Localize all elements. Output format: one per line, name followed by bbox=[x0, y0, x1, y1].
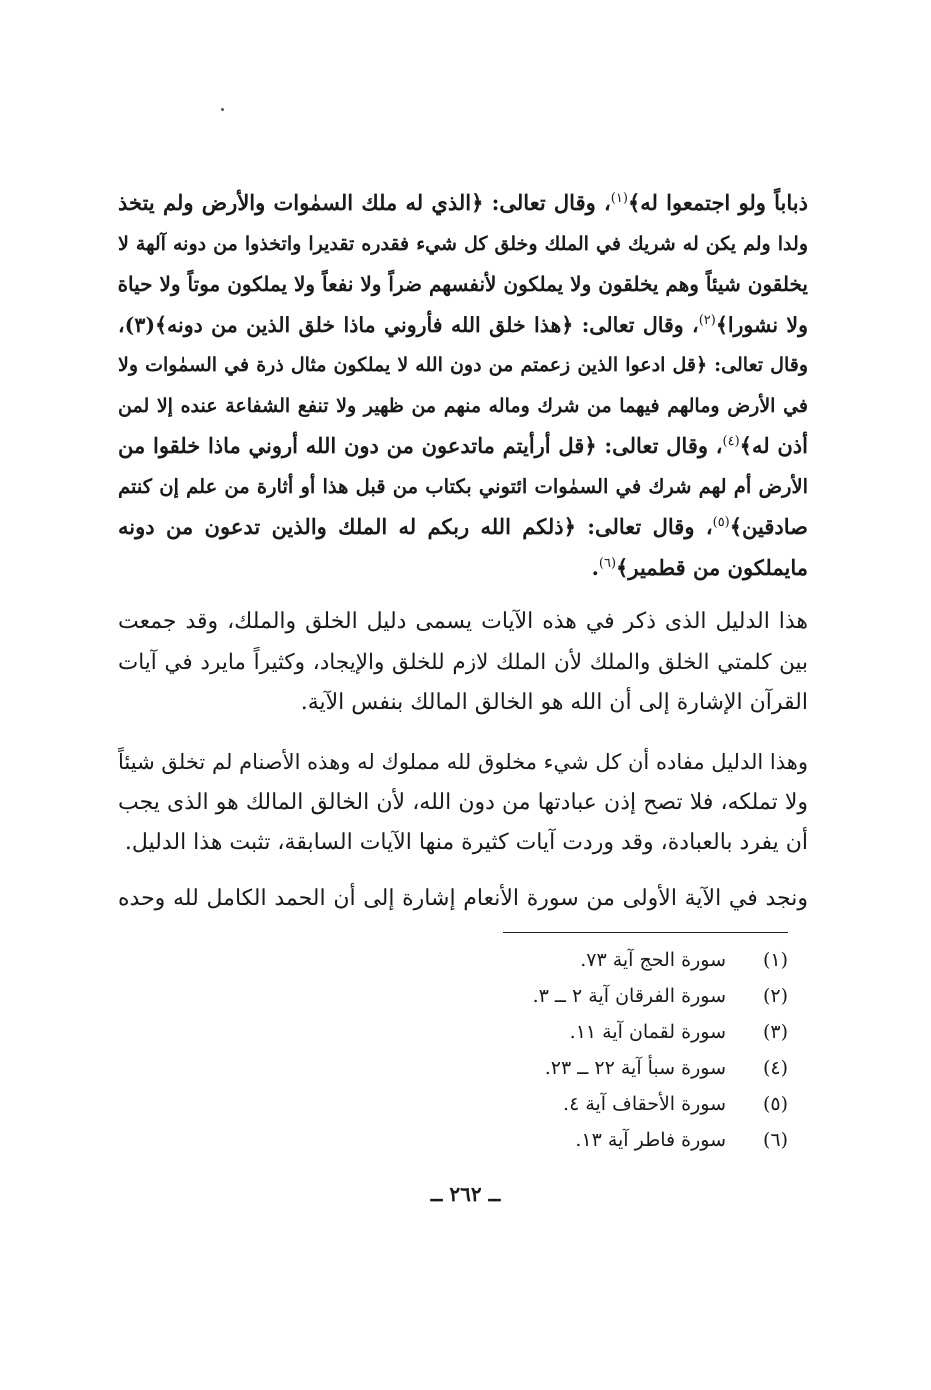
paragraph-line: أن يفرد بالعبادة، وقد وردت آيات كثيرة منها الآيات السابقة، تثبت هذا الدليل. bbox=[124, 830, 808, 855]
footnote-ref: (٤) bbox=[722, 434, 740, 449]
quran-line: صادقين﴾$^{(٥)}$، وقال تعالى: ﴿ذلكم الله ربكم له الملك والذين تدعون من دونه bbox=[118, 514, 808, 539]
paragraph-line: ولا تملكه، فلا تصح إذن عبادتها من دون الله، لأن الخالق المالك هو الذى يجب bbox=[118, 789, 808, 815]
quran-line: ذباباً ولو اجتمعوا له﴾$^{(١)}$، وقال تعالى: ﴿الذي له ملك السمٰوات والأرض ولم يتخذ bbox=[118, 190, 808, 215]
paragraph-line: بين كلمتي الخلق والملك لأن الملك لازم للخلق والإيجاد، وكثيراً مايرد في آيات bbox=[118, 649, 808, 675]
footnotes bbox=[388, 942, 788, 1158]
footnote-text: سورة الحج آية ٧٣. bbox=[580, 949, 726, 971]
footnote-number: (٢) bbox=[762, 985, 788, 1007]
footnote-number: (٥) bbox=[762, 1093, 788, 1115]
footnote bbox=[388, 1086, 788, 1122]
footnote-ref: (٥) bbox=[712, 515, 730, 530]
footnote-number: (٤) bbox=[762, 1057, 788, 1079]
footnote-ref: (٦) bbox=[598, 555, 617, 571]
footnote-text: سورة الفرقان آية ٢ ــ ٣. bbox=[532, 985, 726, 1007]
footnote-number: (١) bbox=[762, 949, 788, 971]
page-number: ــ ٢٦٢ ــ bbox=[430, 1182, 501, 1206]
quran-line: ولدا ولم يكن له شريك في الملك وخلق كل شيء فقدره تقديرا واتخذوا من دونه آلهة لا bbox=[118, 232, 808, 255]
quran-line: يخلقون شيئاً وهم يخلقون ولا يملكون لأنفسهم ضراً ولا نفعاً ولا يملكون موتاً ولا حياة bbox=[118, 272, 808, 296]
footnote bbox=[388, 1050, 788, 1086]
quran-line: ولا نشورا﴾$^{(٢)}$، وقال تعالى: ﴿هذا خلق الله فأروني ماذا خلق الذين من دونه﴾(٣)، bbox=[118, 312, 808, 337]
footnote bbox=[388, 1014, 788, 1050]
paragraph bbox=[118, 742, 808, 864]
footnote-text: سورة فاطر آية ١٣. bbox=[575, 1129, 726, 1151]
scan-speck bbox=[221, 108, 224, 111]
paragraph bbox=[118, 879, 808, 920]
quran-verses-block bbox=[118, 183, 808, 588]
quran-line: الأرض أم لهم شرك في السمٰوات ائتوني بكتاب من قبل هذا أو أثارة من علم إن كنتم bbox=[118, 474, 808, 498]
quran-line: في الأرض ومالهم فيهما من شرك وماله منهم من ظهير ولا تنفع الشفاعة عنده إلا لمن bbox=[118, 394, 808, 417]
quran-line: وقال تعالى: ﴿قل ادعوا الذين زعمتم من دون الله لا يملكون مثال ذرة في السمٰوات ولا bbox=[118, 354, 808, 376]
footnote-text: سورة الأحقاف آية ٤. bbox=[563, 1093, 726, 1115]
footnote-number: (٦) bbox=[762, 1129, 788, 1151]
footnote-divider bbox=[503, 932, 788, 933]
footnote bbox=[388, 978, 788, 1014]
paragraph-line: القرآن الإشارة إلى أن الله هو الخالق المالك بنفس الآية. bbox=[300, 690, 808, 715]
footnote-number: (٣) bbox=[762, 1021, 788, 1043]
paragraph-line: ونجد في الآية الأولى من سورة الأنعام إشارة إلى أن الحمد الكامل لله وحده bbox=[118, 886, 808, 911]
paragraph-line: وهذا الدليل مفاده أن كل شيء مخلوق لله مملوك له وهذه الأصنام لم تخلق شيئاً bbox=[118, 750, 808, 774]
footnote-text: سورة لقمان آية ١١. bbox=[569, 1021, 726, 1043]
footnote bbox=[388, 1122, 788, 1158]
footnote-ref: (٢) bbox=[698, 312, 716, 328]
paragraph-line: هذا الدليل الذى ذكر في هذه الآيات يسمى دليل الخلق والملك، وقد جمعت bbox=[118, 609, 808, 634]
footnote bbox=[388, 942, 788, 978]
footnote-text: سورة سبأ آية ٢٢ ــ ٢٣. bbox=[544, 1057, 726, 1079]
footnote-ref: (١) bbox=[610, 191, 628, 206]
paragraph bbox=[118, 602, 808, 724]
quran-line: مايملكون من قطمير﴾$^{(٦)}$. bbox=[591, 554, 808, 580]
quran-line: أذن له﴾$^{(٤)}$، وقال تعالى: ﴿قل أرأيتم ماتدعون من دون الله أروني ماذا خلقوا من bbox=[118, 433, 808, 458]
